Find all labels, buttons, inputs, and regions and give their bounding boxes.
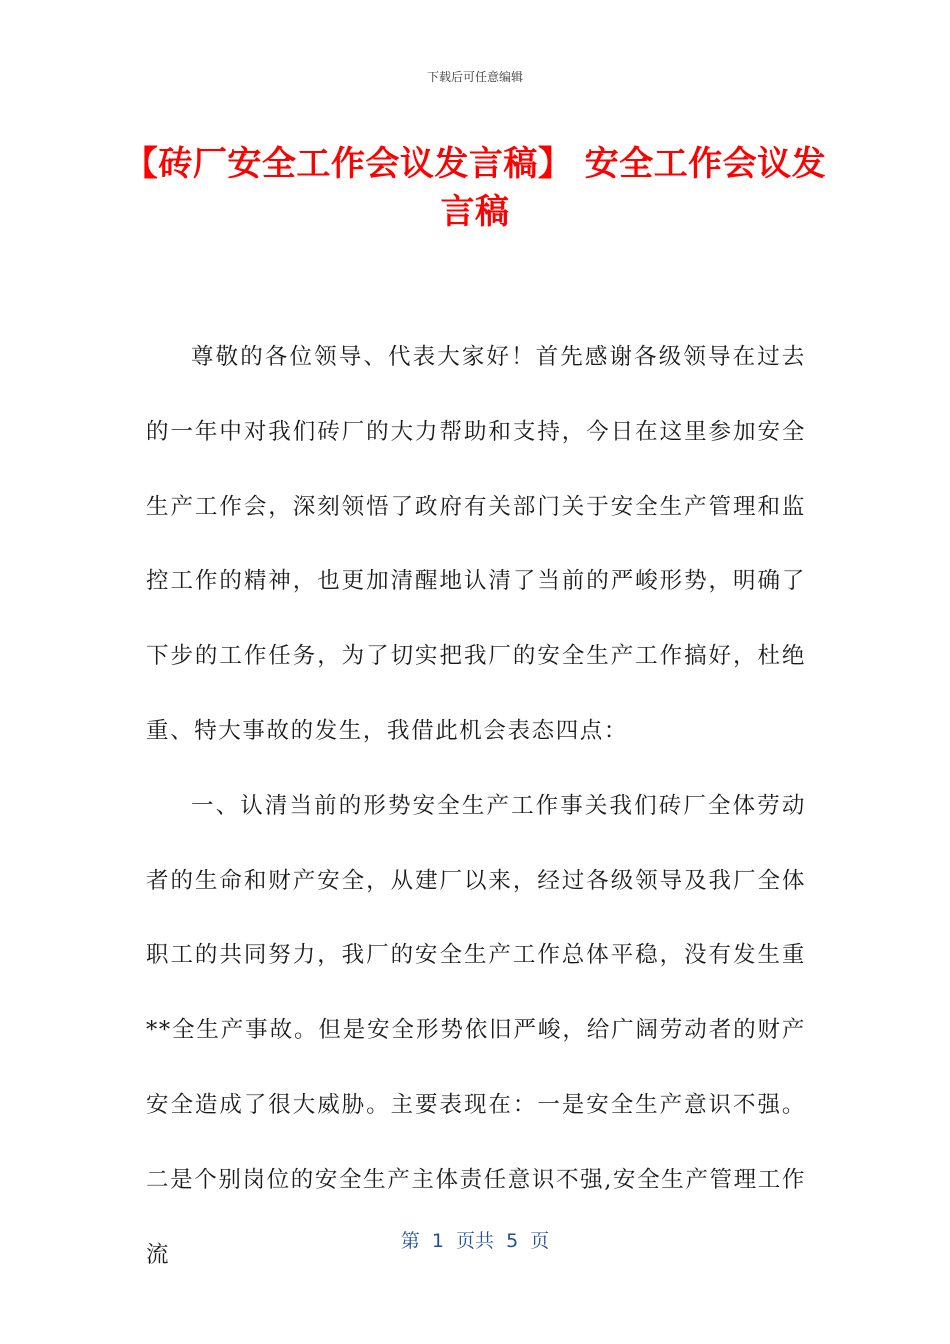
paragraph-1: 尊敬的各位领导、代表大家好！首先感谢各级领导在过去的一年中对我们砖厂的大力帮助和支持，今日在这里参加安全生产工作会，深刻领悟了政府有关部门关于安全生产管理和监控工作的精神，也更加清醒地认清了当前的严峻形势，明确了下步的工作任务，为了切实把我厂的安全生产工作搞好，杜绝重、特大事故的发生，我借此机会表态四点： [146,344,806,744]
document-body [146,320,806,1292]
paragraph-2: 一、认清当前的形势安全生产工作事关我们砖厂全体劳动者的生命和财产安全，从建厂以来，经过各级领导及我厂全体职工的共同努力，我厂的安全生产工作总体平稳，没有发生重**全生产事故。但是安全形势依旧严峻，给广阔劳动者的财产安全造成了很大威胁。主要表现在：一是安全生产意识不强。二是个别岗位的安全生产主体责任意识不强,安全生产管理工作流 [146,792,806,1268]
document-title: 【砖厂安全工作会议发言稿】 安全工作会议发言稿 [123,144,827,232]
header-note: 下载后可任意编辑 [426,70,523,84]
page-number-footer: 第 1 页共 5 页 [400,1230,550,1252]
